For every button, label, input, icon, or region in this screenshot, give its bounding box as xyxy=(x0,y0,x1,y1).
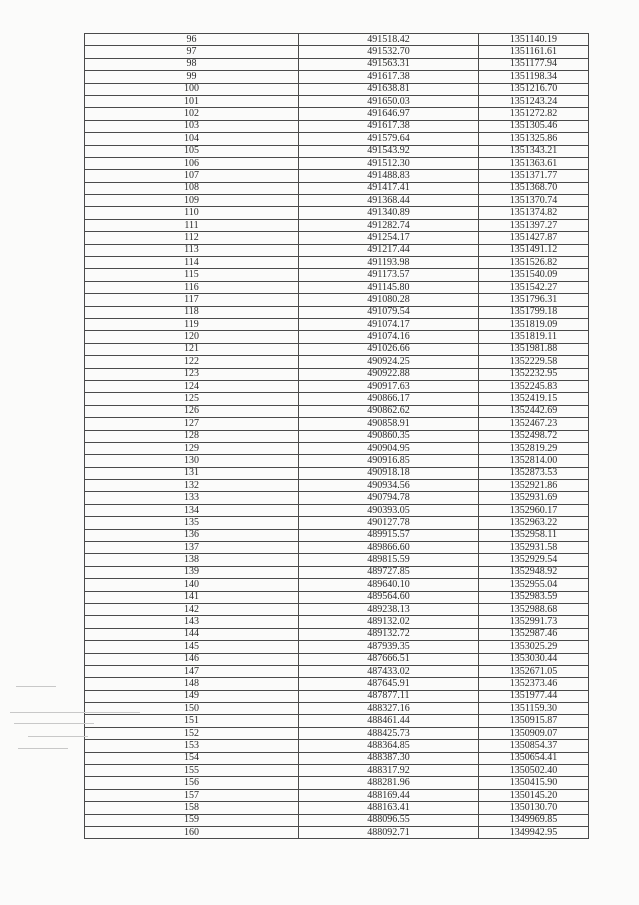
x-coordinate-cell: 491543.92 xyxy=(299,145,479,157)
table-row xyxy=(85,157,589,169)
table-row xyxy=(85,95,589,107)
y-coordinate-cell: 1352958.11 xyxy=(479,529,589,541)
point-number-cell: 137 xyxy=(85,542,299,554)
y-coordinate-cell: 1351819.11 xyxy=(479,331,589,343)
point-number-cell: 136 xyxy=(85,529,299,541)
point-number-cell: 150 xyxy=(85,703,299,715)
x-coordinate-cell: 487433.02 xyxy=(299,665,479,677)
y-coordinate-cell: 1351427.87 xyxy=(479,232,589,244)
point-number-cell: 138 xyxy=(85,554,299,566)
x-coordinate-cell: 491173.57 xyxy=(299,269,479,281)
point-number-cell: 156 xyxy=(85,777,299,789)
point-number-cell: 160 xyxy=(85,827,299,839)
y-coordinate-cell: 1352671.05 xyxy=(479,665,589,677)
x-coordinate-cell: 488317.92 xyxy=(299,765,479,777)
y-coordinate-cell: 1352442.69 xyxy=(479,405,589,417)
point-number-cell: 148 xyxy=(85,678,299,690)
y-coordinate-cell: 1350854.37 xyxy=(479,740,589,752)
x-coordinate-cell: 491074.17 xyxy=(299,318,479,330)
point-number-cell: 100 xyxy=(85,83,299,95)
table-row xyxy=(85,120,589,132)
table-row xyxy=(85,480,589,492)
point-number-cell: 139 xyxy=(85,566,299,578)
y-coordinate-cell: 1352948.92 xyxy=(479,566,589,578)
point-number-cell: 103 xyxy=(85,120,299,132)
table-row xyxy=(85,715,589,727)
y-coordinate-cell: 1351216.70 xyxy=(479,83,589,95)
y-coordinate-cell: 1352467.23 xyxy=(479,418,589,430)
table-row xyxy=(85,703,589,715)
y-coordinate-cell: 1350415.90 xyxy=(479,777,589,789)
y-coordinate-cell: 1351374.82 xyxy=(479,207,589,219)
point-number-cell: 127 xyxy=(85,418,299,430)
x-coordinate-cell: 488425.73 xyxy=(299,727,479,739)
x-coordinate-cell: 491254.17 xyxy=(299,232,479,244)
point-number-cell: 96 xyxy=(85,34,299,46)
point-number-cell: 112 xyxy=(85,232,299,244)
table-row xyxy=(85,542,589,554)
point-number-cell: 126 xyxy=(85,405,299,417)
y-coordinate-cell: 1351796.31 xyxy=(479,294,589,306)
x-coordinate-cell: 491417.41 xyxy=(299,182,479,194)
table-row xyxy=(85,765,589,777)
point-number-cell: 131 xyxy=(85,467,299,479)
y-coordinate-cell: 1352931.69 xyxy=(479,492,589,504)
y-coordinate-cell: 1351981.88 xyxy=(479,343,589,355)
x-coordinate-cell: 488163.41 xyxy=(299,802,479,814)
y-coordinate-cell: 1352988.68 xyxy=(479,603,589,615)
y-coordinate-cell: 1349942.95 xyxy=(479,827,589,839)
point-number-cell: 118 xyxy=(85,306,299,318)
table-row xyxy=(85,591,589,603)
x-coordinate-cell: 490127.78 xyxy=(299,517,479,529)
table-row xyxy=(85,566,589,578)
y-coordinate-cell: 1351526.82 xyxy=(479,257,589,269)
x-coordinate-cell: 491563.31 xyxy=(299,58,479,70)
y-coordinate-cell: 1353030.44 xyxy=(479,653,589,665)
point-number-cell: 134 xyxy=(85,504,299,516)
table-row xyxy=(85,170,589,182)
table-row xyxy=(85,343,589,355)
y-coordinate-cell: 1351542.27 xyxy=(479,281,589,293)
x-coordinate-cell: 488169.44 xyxy=(299,789,479,801)
point-number-cell: 107 xyxy=(85,170,299,182)
point-number-cell: 130 xyxy=(85,455,299,467)
y-coordinate-cell: 1351363.61 xyxy=(479,157,589,169)
x-coordinate-cell: 489564.60 xyxy=(299,591,479,603)
table-row xyxy=(85,306,589,318)
y-coordinate-cell: 1353025.29 xyxy=(479,641,589,653)
y-coordinate-cell: 1351491.12 xyxy=(479,244,589,256)
point-number-cell: 151 xyxy=(85,715,299,727)
y-coordinate-cell: 1351177.94 xyxy=(479,58,589,70)
point-number-cell: 105 xyxy=(85,145,299,157)
x-coordinate-cell: 488364.85 xyxy=(299,740,479,752)
point-number-cell: 149 xyxy=(85,690,299,702)
x-coordinate-cell: 490918.18 xyxy=(299,467,479,479)
y-coordinate-cell: 1352929.54 xyxy=(479,554,589,566)
point-number-cell: 111 xyxy=(85,219,299,231)
table-row xyxy=(85,83,589,95)
x-coordinate-cell: 491638.81 xyxy=(299,83,479,95)
y-coordinate-cell: 1351540.09 xyxy=(479,269,589,281)
table-row xyxy=(85,133,589,145)
y-coordinate-cell: 1351161.61 xyxy=(479,46,589,58)
x-coordinate-cell: 489727.85 xyxy=(299,566,479,578)
point-number-cell: 152 xyxy=(85,727,299,739)
table-row xyxy=(85,58,589,70)
point-number-cell: 157 xyxy=(85,789,299,801)
y-coordinate-cell: 1352419.15 xyxy=(479,393,589,405)
table-row xyxy=(85,418,589,430)
x-coordinate-cell: 491079.54 xyxy=(299,306,479,318)
table-row xyxy=(85,380,589,392)
table-row xyxy=(85,393,589,405)
x-coordinate-cell: 489815.59 xyxy=(299,554,479,566)
point-number-cell: 132 xyxy=(85,480,299,492)
table-row xyxy=(85,244,589,256)
point-number-cell: 144 xyxy=(85,628,299,640)
coordinate-table-body xyxy=(85,34,589,839)
x-coordinate-cell: 490904.95 xyxy=(299,442,479,454)
y-coordinate-cell: 1352963.22 xyxy=(479,517,589,529)
x-coordinate-cell: 491488.83 xyxy=(299,170,479,182)
x-coordinate-cell: 491617.38 xyxy=(299,71,479,83)
y-coordinate-cell: 1351368.70 xyxy=(479,182,589,194)
point-number-cell: 116 xyxy=(85,281,299,293)
point-number-cell: 159 xyxy=(85,814,299,826)
x-coordinate-cell: 489238.13 xyxy=(299,603,479,615)
y-coordinate-cell: 1352229.58 xyxy=(479,356,589,368)
table-row xyxy=(85,827,589,839)
y-coordinate-cell: 1350915.87 xyxy=(479,715,589,727)
x-coordinate-cell: 488461.44 xyxy=(299,715,479,727)
table-row xyxy=(85,207,589,219)
table-row xyxy=(85,71,589,83)
table-row xyxy=(85,269,589,281)
y-coordinate-cell: 1352983.59 xyxy=(479,591,589,603)
table-row xyxy=(85,529,589,541)
table-row xyxy=(85,219,589,231)
table-row xyxy=(85,232,589,244)
x-coordinate-cell: 491368.44 xyxy=(299,195,479,207)
table-row xyxy=(85,331,589,343)
table-row xyxy=(85,492,589,504)
point-number-cell: 128 xyxy=(85,430,299,442)
point-number-cell: 129 xyxy=(85,442,299,454)
point-number-cell: 123 xyxy=(85,368,299,380)
table-row xyxy=(85,752,589,764)
table-row xyxy=(85,653,589,665)
y-coordinate-cell: 1350145.20 xyxy=(479,789,589,801)
x-coordinate-cell: 489640.10 xyxy=(299,579,479,591)
x-coordinate-cell: 491080.28 xyxy=(299,294,479,306)
scan-artifact-mark xyxy=(14,723,94,724)
point-number-cell: 153 xyxy=(85,740,299,752)
table-row xyxy=(85,467,589,479)
x-coordinate-cell: 490858.91 xyxy=(299,418,479,430)
y-coordinate-cell: 1350502.40 xyxy=(479,765,589,777)
x-coordinate-cell: 491617.38 xyxy=(299,120,479,132)
table-row xyxy=(85,356,589,368)
x-coordinate-cell: 491518.42 xyxy=(299,34,479,46)
y-coordinate-cell: 1351159.30 xyxy=(479,703,589,715)
table-row xyxy=(85,281,589,293)
y-coordinate-cell: 1351819.09 xyxy=(479,318,589,330)
table-row xyxy=(85,641,589,653)
table-row xyxy=(85,814,589,826)
y-coordinate-cell: 1351343.21 xyxy=(479,145,589,157)
x-coordinate-cell: 491282.74 xyxy=(299,219,479,231)
x-coordinate-cell: 491650.03 xyxy=(299,95,479,107)
table-row xyxy=(85,442,589,454)
table-row xyxy=(85,145,589,157)
y-coordinate-cell: 1350909.07 xyxy=(479,727,589,739)
x-coordinate-cell: 490866.17 xyxy=(299,393,479,405)
table-row xyxy=(85,616,589,628)
table-row xyxy=(85,678,589,690)
table-row xyxy=(85,504,589,516)
y-coordinate-cell: 1352232.95 xyxy=(479,368,589,380)
table-row xyxy=(85,108,589,120)
y-coordinate-cell: 1352873.53 xyxy=(479,467,589,479)
point-number-cell: 142 xyxy=(85,603,299,615)
x-coordinate-cell: 490934.56 xyxy=(299,480,479,492)
x-coordinate-cell: 491579.64 xyxy=(299,133,479,145)
x-coordinate-cell: 490924.25 xyxy=(299,356,479,368)
y-coordinate-cell: 1352819.29 xyxy=(479,442,589,454)
x-coordinate-cell: 488387.30 xyxy=(299,752,479,764)
y-coordinate-cell: 1351272.82 xyxy=(479,108,589,120)
x-coordinate-cell: 490794.78 xyxy=(299,492,479,504)
x-coordinate-cell: 487645.91 xyxy=(299,678,479,690)
x-coordinate-cell: 488327.16 xyxy=(299,703,479,715)
y-coordinate-cell: 1352960.17 xyxy=(479,504,589,516)
point-number-cell: 146 xyxy=(85,653,299,665)
point-number-cell: 102 xyxy=(85,108,299,120)
y-coordinate-cell: 1352373.46 xyxy=(479,678,589,690)
point-number-cell: 121 xyxy=(85,343,299,355)
point-number-cell: 120 xyxy=(85,331,299,343)
y-coordinate-cell: 1351305.46 xyxy=(479,120,589,132)
y-coordinate-cell: 1352987.46 xyxy=(479,628,589,640)
point-number-cell: 109 xyxy=(85,195,299,207)
point-number-cell: 155 xyxy=(85,765,299,777)
table-row xyxy=(85,34,589,46)
point-number-cell: 135 xyxy=(85,517,299,529)
y-coordinate-cell: 1349969.85 xyxy=(479,814,589,826)
table-row xyxy=(85,368,589,380)
table-row xyxy=(85,294,589,306)
point-number-cell: 154 xyxy=(85,752,299,764)
point-number-cell: 99 xyxy=(85,71,299,83)
point-number-cell: 115 xyxy=(85,269,299,281)
point-number-cell: 158 xyxy=(85,802,299,814)
x-coordinate-cell: 491532.70 xyxy=(299,46,479,58)
table-row xyxy=(85,517,589,529)
x-coordinate-cell: 490393.05 xyxy=(299,504,479,516)
x-coordinate-cell: 491026.66 xyxy=(299,343,479,355)
point-number-cell: 133 xyxy=(85,492,299,504)
table-row xyxy=(85,603,589,615)
scan-artifact-mark xyxy=(28,736,88,737)
table-row xyxy=(85,579,589,591)
y-coordinate-cell: 1351325.86 xyxy=(479,133,589,145)
point-number-cell: 104 xyxy=(85,133,299,145)
table-row xyxy=(85,554,589,566)
table-row xyxy=(85,802,589,814)
point-number-cell: 98 xyxy=(85,58,299,70)
y-coordinate-cell: 1351243.24 xyxy=(479,95,589,107)
table-row xyxy=(85,318,589,330)
x-coordinate-cell: 487666.51 xyxy=(299,653,479,665)
y-coordinate-cell: 1351371.77 xyxy=(479,170,589,182)
x-coordinate-cell: 490860.35 xyxy=(299,430,479,442)
point-number-cell: 125 xyxy=(85,393,299,405)
coordinate-table xyxy=(84,33,589,839)
x-coordinate-cell: 490862.62 xyxy=(299,405,479,417)
scan-artifact-mark xyxy=(10,712,140,713)
y-coordinate-cell: 1351370.74 xyxy=(479,195,589,207)
point-number-cell: 114 xyxy=(85,257,299,269)
point-number-cell: 97 xyxy=(85,46,299,58)
point-number-cell: 143 xyxy=(85,616,299,628)
y-coordinate-cell: 1351198.34 xyxy=(479,71,589,83)
table-row xyxy=(85,628,589,640)
y-coordinate-cell: 1350654.41 xyxy=(479,752,589,764)
x-coordinate-cell: 490917.63 xyxy=(299,380,479,392)
y-coordinate-cell: 1352814.00 xyxy=(479,455,589,467)
table-row xyxy=(85,665,589,677)
table-row xyxy=(85,257,589,269)
table-row xyxy=(85,405,589,417)
point-number-cell: 140 xyxy=(85,579,299,591)
table-row xyxy=(85,777,589,789)
y-coordinate-cell: 1352955.04 xyxy=(479,579,589,591)
x-coordinate-cell: 488281.96 xyxy=(299,777,479,789)
y-coordinate-cell: 1351397.27 xyxy=(479,219,589,231)
x-coordinate-cell: 490916.85 xyxy=(299,455,479,467)
y-coordinate-cell: 1352921.86 xyxy=(479,480,589,492)
y-coordinate-cell: 1351799.18 xyxy=(479,306,589,318)
x-coordinate-cell: 487877.11 xyxy=(299,690,479,702)
table-row xyxy=(85,455,589,467)
point-number-cell: 141 xyxy=(85,591,299,603)
x-coordinate-cell: 488096.55 xyxy=(299,814,479,826)
y-coordinate-cell: 1351140.19 xyxy=(479,34,589,46)
point-number-cell: 124 xyxy=(85,380,299,392)
y-coordinate-cell: 1352498.72 xyxy=(479,430,589,442)
y-coordinate-cell: 1350130.70 xyxy=(479,802,589,814)
point-number-cell: 145 xyxy=(85,641,299,653)
x-coordinate-cell: 491512.30 xyxy=(299,157,479,169)
y-coordinate-cell: 1352245.83 xyxy=(479,380,589,392)
x-coordinate-cell: 491193.98 xyxy=(299,257,479,269)
x-coordinate-cell: 489132.72 xyxy=(299,628,479,640)
point-number-cell: 108 xyxy=(85,182,299,194)
point-number-cell: 110 xyxy=(85,207,299,219)
point-number-cell: 113 xyxy=(85,244,299,256)
x-coordinate-cell: 491646.97 xyxy=(299,108,479,120)
x-coordinate-cell: 491340.89 xyxy=(299,207,479,219)
x-coordinate-cell: 489915.57 xyxy=(299,529,479,541)
table-row xyxy=(85,195,589,207)
x-coordinate-cell: 489132.02 xyxy=(299,616,479,628)
table-row xyxy=(85,430,589,442)
table-row xyxy=(85,182,589,194)
scan-artifact-mark xyxy=(18,748,68,749)
x-coordinate-cell: 489866.60 xyxy=(299,542,479,554)
x-coordinate-cell: 491145.80 xyxy=(299,281,479,293)
point-number-cell: 147 xyxy=(85,665,299,677)
y-coordinate-cell: 1351977.44 xyxy=(479,690,589,702)
point-number-cell: 101 xyxy=(85,95,299,107)
x-coordinate-cell: 488092.71 xyxy=(299,827,479,839)
point-number-cell: 117 xyxy=(85,294,299,306)
x-coordinate-cell: 491217.44 xyxy=(299,244,479,256)
point-number-cell: 122 xyxy=(85,356,299,368)
point-number-cell: 106 xyxy=(85,157,299,169)
scan-artifact-mark xyxy=(16,686,56,687)
table-row xyxy=(85,690,589,702)
y-coordinate-cell: 1352991.73 xyxy=(479,616,589,628)
x-coordinate-cell: 491074.16 xyxy=(299,331,479,343)
y-coordinate-cell: 1352931.58 xyxy=(479,542,589,554)
table-row xyxy=(85,740,589,752)
table-row xyxy=(85,727,589,739)
table-row xyxy=(85,789,589,801)
x-coordinate-cell: 487939.35 xyxy=(299,641,479,653)
x-coordinate-cell: 490922.88 xyxy=(299,368,479,380)
table-row xyxy=(85,46,589,58)
point-number-cell: 119 xyxy=(85,318,299,330)
